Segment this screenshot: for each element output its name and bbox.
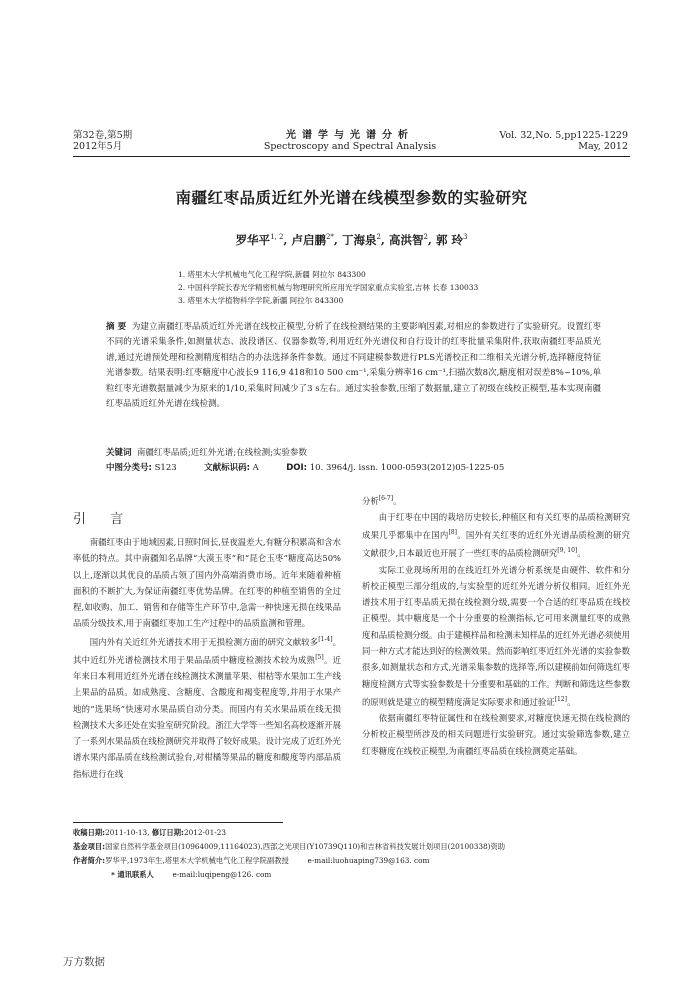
author: 高洪智$^2$, bbox=[388, 233, 432, 247]
paper-title: 南疆红枣品质近红外光谱在线模型参数的实验研究 bbox=[175, 189, 528, 207]
keywords-label: 关键词 bbox=[106, 448, 132, 458]
affiliation: 1. 塔里木大学机械电气化工程学院,新疆 阿拉尔 843300 bbox=[178, 270, 366, 279]
classification-line bbox=[106, 461, 601, 476]
footnotes bbox=[73, 826, 630, 882]
clc-code: S123 bbox=[154, 463, 177, 473]
paragraph: 实际工业现场所用的在线近红外光谱分析系统是由硬件、软件和分析校正模型三部分组成的,与实验型的近红外光谱分析仪相同。近红外光谱技术用于红枣品质无损在线检测分级,需要一个合适的红枣品质在线校正模型。其中糖度是一个十分重要的检测指标,它可用来测量红枣的成熟度和品质检测分级。由于建模样品和检测未知样品的近红外光谱必须使用同一种方式才能达到好的检测效果。然而影响红枣近红外光谱的实验参数很多,如测量状态和方式,光谱采集参数的选择等,所以建模前如何筛选红枣糖度检测方式等实验参数是十分重要和基础的工作。判断和筛选这些参数的原则就是建立的模型精度满足实际要求和通过验证[12]。 bbox=[362, 564, 630, 707]
journal-volume-info bbox=[73, 130, 132, 152]
journal-title-en: Spectroscopy and Spectral Analysis bbox=[263, 141, 437, 152]
author-bio-line: 作者简介:罗华平,1973年生,塔里木大学机械电气化工程学院副教授 e-mail:luohuaping739@163. com bbox=[73, 856, 430, 865]
abstract-text: 为建立南疆红枣品质近红外光谱在线校正模型,分析了在线检测结果的主要影响因素,对相应的参数进行了实验研究。设置红枣不同的光谱采集条件,如测量状态、波段谱区、仪器参数等,利用近红外光谱仪和自行设计的红枣批量采集附件,获取南疆红枣品质光谱,通过光谱预处理和检测精度相结合的办法选择条件参数。通过不同建模参数进行PLS光谱校正和二维相关光谱分析,选择糖度特征光谱参数。结果表明:红枣糖度中心波长9 116,9 418和10 500 cm⁻¹,采集分辨率16 cm⁻¹,扫描次数8次,糖度相对误差8%~10%,单粒红枣光谱数据量减少为原来的1/10,采集时间减少了3 s左右。通过实验参数,压缩了数据量,建立了初级在线校正模型,基本实现南疆红枣品质近红外光谱在线检测。 bbox=[106, 322, 601, 410]
publication-date-cn: 2012年5月 bbox=[73, 141, 123, 152]
journal-title bbox=[220, 130, 480, 152]
affiliation: 3. 塔里木大学植物科学学院,新疆 阿拉尔 843300 bbox=[178, 296, 344, 305]
left-column bbox=[73, 534, 341, 782]
section-title-introduction: 引 言 bbox=[73, 512, 134, 527]
paragraph: 由于红枣在中国的栽培历史较长,种植区和有关红枣的品质检测研究成果几乎都集中在国内[8]。国外有关红枣的近红外光谱品质检测的研究文献很少,日本最近也开展了一些红枣的品质检测研究[9, 10]。 bbox=[362, 512, 630, 559]
received-line: 收稿日期:2011-10-13, 修订日期:2012-01-23 bbox=[73, 828, 227, 837]
paragraph: 国内外有关近红外光谱技术用于无损检测方面的研究文献较多[1-4]。其中近红外光谱检测技术用于果品品质中糖度检测技术较为成熟[5]。近年来日本利用近红外光谱在线检测技术测量苹果、柑桔等水果加工生产线上果品的品质。如成熟度、含糖度、含酸度和褐变程度等,并用于水果产地的“选果场”快速对水果品质自动分类。而国内有关水果品质在线无损检测技术大多还处在实验室研究阶段。浙江大学等一些知名高校逐渐开展了一系列水果品质在线检测研究并取得了较好成果。设计完成了近红外光谱水果内部品质在线检测试验台,对柑橘等果品的糖度和酸度等内部品质指标进行在线 bbox=[73, 635, 342, 779]
author: 罗华平$^{1, 2}$, bbox=[235, 233, 288, 247]
fund-line: 基金项目:国家自然科学基金项目(10964009,11164023),西部之光项目(Y10739Q110)和吉林省科技发展计划项目(20100338)资助 bbox=[73, 842, 506, 851]
doi: 10. 3964/j. issn. 1000-0593(2012)05-1225-05 bbox=[309, 463, 505, 473]
journal-pages-info bbox=[499, 130, 628, 152]
doccode: A bbox=[252, 463, 259, 473]
abstract-label: 摘 要 bbox=[106, 322, 127, 332]
author-email: luohuaping739@163. com bbox=[332, 856, 430, 865]
keywords bbox=[106, 446, 601, 461]
doi-label: DOI: bbox=[286, 463, 308, 473]
corresponding-email: luqipeng@126. com bbox=[197, 870, 272, 879]
author: 丁海泉$^2$, bbox=[341, 233, 385, 247]
watermark: 万方数据 bbox=[63, 956, 105, 968]
author: 卢启鹏$^{2*}$, bbox=[291, 233, 338, 247]
volume-pages-en: Vol. 32,No. 5,pp1225-1229 bbox=[499, 130, 628, 141]
clc-label: 中图分类号: bbox=[106, 463, 152, 473]
doccode-label: 文献标识码: bbox=[204, 463, 250, 473]
abstract bbox=[106, 320, 601, 412]
corresponding-line: * 通讯联系人 e-mail:luqipeng@126. com bbox=[111, 870, 272, 879]
right-column bbox=[362, 491, 630, 759]
paragraph: 依据南疆红枣特征属性和在线检测要求,对糖度快速无损在线检测的分析校正模型所涉及的相关问题进行实验研究。通过实验筛选参数,建立红枣糖度在线校正模型,为南疆红枣品质在线检测奠定基础。 bbox=[362, 713, 630, 756]
affiliation: 2. 中国科学院长春光学精密机械与物理研究所应用光学国家重点实验室,吉林 长春 130033 bbox=[178, 283, 479, 292]
paragraph: 分析[6-7]。 bbox=[362, 495, 402, 506]
paragraph: 南疆红枣由于地域因素,日照时间长,昼夜温差大,有糖分积累高和含水率低的特点。其中南疆知名品牌“大漠玉枣”和“昆仑玉枣”糖度高达50%以上,逐渐以其优良的品质占领了国内外高端消费市场。近年来随着种植面积的不断扩大,为保证南疆红枣优势品牌。在红枣的种植至销售的全过程,如收购、加工、销售和存储等生产环节中,急需一种快速无损在线果品品质分级技术,用于南疆红枣加工生产过程中的品质监测和管理。 bbox=[73, 537, 341, 629]
keywords-text: 南疆红枣品质;近红外光谱;在线检测;实验参数 bbox=[136, 448, 308, 458]
publication-date-en: May, 2012 bbox=[578, 141, 628, 152]
author: 郭 玲$^3$ bbox=[435, 233, 468, 247]
footnote-rule bbox=[73, 822, 283, 823]
header-rule bbox=[73, 156, 630, 157]
author-list bbox=[73, 232, 630, 248]
journal-title-cn: 光谱学与光谱分析 bbox=[286, 130, 414, 141]
affiliations bbox=[178, 268, 478, 307]
volume-issue: 第32卷,第5期 bbox=[73, 130, 133, 141]
